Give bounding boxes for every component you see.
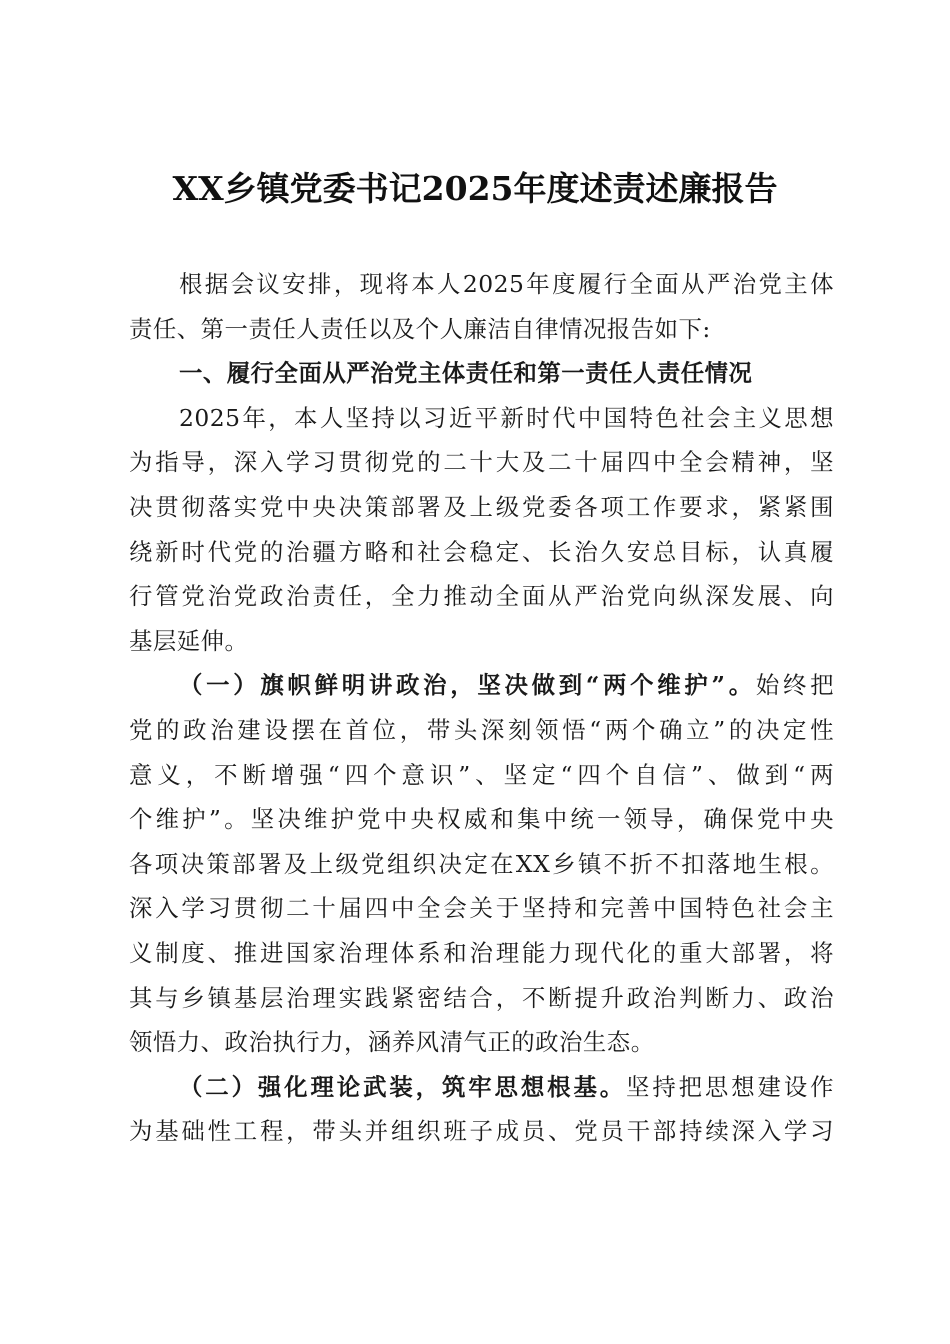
subsection-line	[179, 1065, 834, 1110]
document-body	[0, 262, 950, 1154]
paragraph-line: 责任、第一责任人责任以及个人廉洁自律情况报告如下:	[129, 314, 711, 343]
paragraph-line: 根据会议安排，现将本人2025年度履行全面从严治党主体	[179, 270, 834, 298]
paragraph-line: 决贯彻落实党中央决策部署及上级党委各项工作要求，紧紧围	[129, 492, 834, 521]
subsection-line	[179, 663, 834, 708]
document-title: XX乡镇党委书记2025年度述责述廉报告	[172, 169, 778, 208]
paragraph-line: 各项决策部署及上级党组织决定在XX乡镇不折不扣落地生根。	[129, 849, 834, 878]
section-heading: 一、履行全面从严治党主体责任和第一责任人责任情况	[179, 359, 753, 388]
paragraph-line: 为指导，深入学习贯彻党的二十大及二十届四中全会精神，坚	[129, 448, 834, 477]
paragraph-line: 深入学习贯彻二十届四中全会关于坚持和完善中国特色社会主	[129, 894, 834, 923]
paragraph-line: 个维护”。坚决维护党中央权威和集中统一领导，确保党中央	[129, 805, 834, 834]
paragraph-line: 行管党治党政治责任，全力推动全面从严治党向纵深发展、向	[129, 582, 834, 611]
paragraph-line: 为基础性工程，带头并组织班子成员、党员干部持续深入学习	[129, 1117, 834, 1146]
subsection-heading: （二）强化理论武装，筑牢思想根基。	[179, 1072, 627, 1101]
paragraph-text: 坚持把思想建设作	[626, 1072, 834, 1101]
paragraph-line: 绕新时代党的治疆方略和社会稳定、长治久安总目标，认真履	[129, 537, 834, 566]
paragraph-text: 始终把	[755, 671, 834, 700]
subsection-heading: （一）旗帜鲜明讲政治，坚决做到“两个维护”。	[179, 671, 756, 700]
paragraph-line: 党的政治建设摆在首位，带头深刻领悟“两个确立”的决定性	[129, 715, 834, 744]
paragraph-line: 2025年，本人坚持以习近平新时代中国特色社会主义思想	[179, 403, 834, 432]
paragraph-line: 意义，不断增强“四个意识”、坚定“四个自信”、做到“两	[129, 760, 834, 789]
paragraph-line: 义制度、推进国家治理体系和治理能力现代化的重大部署，将	[129, 938, 834, 967]
paragraph-line: 领悟力、政治执行力，涵养风清气正的政治生态。	[129, 1028, 655, 1057]
paragraph-line: 基层延伸。	[129, 626, 249, 655]
paragraph-line: 其与乡镇基层治理实践紧密结合，不断提升政治判断力、政治	[129, 983, 834, 1012]
